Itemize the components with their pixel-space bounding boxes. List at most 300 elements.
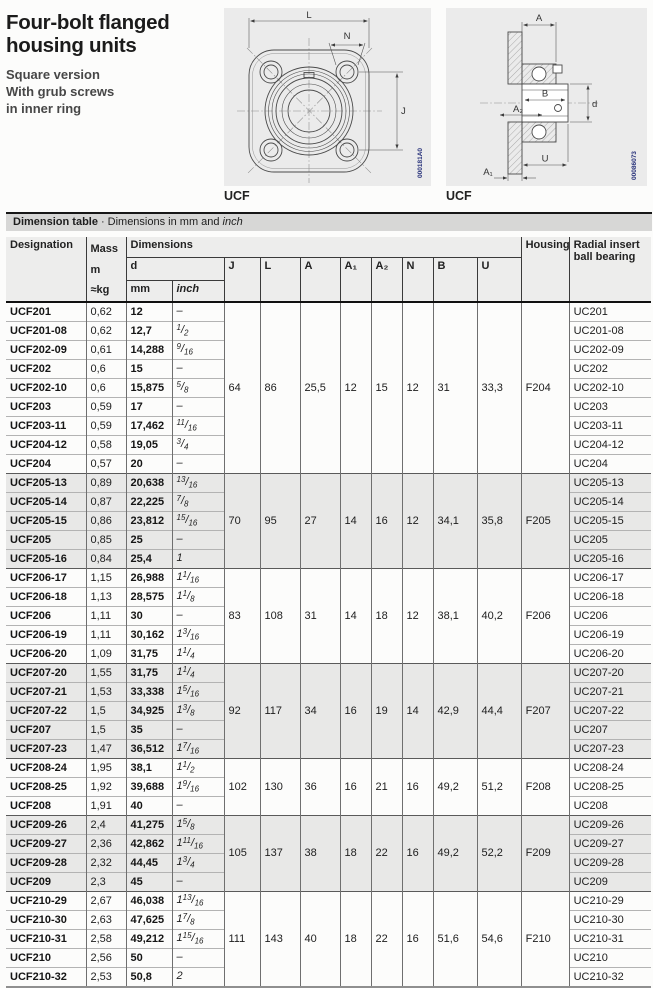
bearing-cell: UC209-28: [569, 853, 651, 872]
side-view-panel: [446, 8, 647, 186]
bearing-cell: UC203: [569, 397, 651, 416]
bearing-cell: UC205: [569, 530, 651, 549]
bar-separator: ·: [100, 216, 105, 228]
dim-b-cell: 51,6: [433, 891, 477, 987]
housing-group-f204: [6, 302, 651, 474]
bearing-cell: UC207-22: [569, 701, 651, 720]
dim-a2-cell: 15: [371, 302, 402, 474]
dim-b-cell: 34,1: [433, 473, 477, 568]
mass-cell: 0,6: [86, 378, 126, 397]
designation-cell: UCF209-28: [6, 853, 86, 872]
bearing-cell: UC206-17: [569, 568, 651, 587]
figure-caption-side: UCF: [446, 189, 472, 203]
dim-label-n: N: [343, 31, 351, 42]
bore-mm-cell: 38,1: [126, 758, 172, 777]
col-header-a: A: [300, 257, 340, 302]
page-header: [0, 0, 653, 208]
mass-cell: 0,6: [86, 359, 126, 378]
mass-header-line1: Mass: [90, 243, 119, 255]
mass-header-line2: m: [90, 263, 101, 276]
dim-b-cell: 49,2: [433, 758, 477, 815]
bore-mm-cell: 42,862: [126, 834, 172, 853]
bearing-cell: UC210-32: [569, 967, 651, 987]
housing-cell: F209: [521, 815, 569, 891]
dim-l-cell: 137: [260, 815, 300, 891]
bearing-cell: UC210-31: [569, 929, 651, 948]
dim-n-cell: 12: [402, 473, 433, 568]
designation-cell: UCF207-23: [6, 739, 86, 758]
bearing-cell: UC209-27: [569, 834, 651, 853]
bore-mm-cell: 33,338: [126, 682, 172, 701]
dim-label-a1: A₁: [483, 167, 493, 178]
designation-cell: UCF206-19: [6, 625, 86, 644]
mass-cell: 1,53: [86, 682, 126, 701]
table-row: [6, 758, 651, 777]
housing-cell: F208: [521, 758, 569, 815]
bearing-cell: UC204: [569, 454, 651, 473]
mass-cell: 1,47: [86, 739, 126, 758]
dim-b-cell: 42,9: [433, 663, 477, 758]
bore-inch-cell: $1^{13}/_{16}$: [172, 891, 224, 910]
bore-mm-cell: 25: [126, 530, 172, 549]
dim-a-cell: 31: [300, 568, 340, 663]
dim-a1-cell: 12: [340, 302, 371, 474]
dim-a1-cell: 14: [340, 568, 371, 663]
mass-cell: 1,15: [86, 568, 126, 587]
bearing-cell: UC207-20: [569, 663, 651, 682]
bore-inch-cell: –: [172, 359, 224, 378]
mass-cell: 1,95: [86, 758, 126, 777]
mass-cell: 2,67: [86, 891, 126, 910]
housing-group-f207: [6, 663, 651, 758]
bearing-cell: UC205-16: [569, 549, 651, 568]
designation-cell: UCF205-13: [6, 473, 86, 492]
housing-group-f206: [6, 568, 651, 663]
col-header-housing: Housing: [521, 237, 569, 302]
bearing-cell: UC208: [569, 796, 651, 815]
bearing-cell: UC201-08: [569, 321, 651, 340]
bearing-cell: UC210-29: [569, 891, 651, 910]
col-header-l: L: [260, 257, 300, 302]
bore-inch-cell: $1^{15}/_{16}$: [172, 929, 224, 948]
mass-cell: 1,91: [86, 796, 126, 815]
dim-l-cell: 108: [260, 568, 300, 663]
dim-l-cell: 86: [260, 302, 300, 474]
bore-mm-cell: 12,7: [126, 321, 172, 340]
figure-front-view: [224, 8, 431, 203]
bearing-cell: UC207: [569, 720, 651, 739]
dim-n-cell: 14: [402, 663, 433, 758]
dim-label-u: U: [541, 153, 549, 165]
dim-l-cell: 117: [260, 663, 300, 758]
bearing-cell: UC207-21: [569, 682, 651, 701]
mass-cell: 0,89: [86, 473, 126, 492]
designation-cell: UCF207: [6, 720, 86, 739]
dim-j-cell: 111: [224, 891, 260, 987]
mass-cell: 1,11: [86, 625, 126, 644]
bore-inch-cell: $1^1/_2$: [172, 758, 224, 777]
dim-j-cell: 83: [224, 568, 260, 663]
mass-cell: 2,56: [86, 948, 126, 967]
bore-mm-cell: 25,4: [126, 549, 172, 568]
bore-mm-cell: 30,162: [126, 625, 172, 644]
bore-mm-cell: 14,288: [126, 340, 172, 359]
dim-b-cell: 31: [433, 302, 477, 474]
bore-mm-cell: 26,988: [126, 568, 172, 587]
designation-cell: UCF206-18: [6, 587, 86, 606]
designation-cell: UCF202-09: [6, 340, 86, 359]
bore-mm-cell: 19,05: [126, 435, 172, 454]
designation-cell: UCF204: [6, 454, 86, 473]
col-header-designation: Designation: [6, 237, 86, 302]
bearing-cell: UC209-26: [569, 815, 651, 834]
designation-cell: UCF204-12: [6, 435, 86, 454]
dim-a2-cell: 16: [371, 473, 402, 568]
bore-mm-cell: 17: [126, 397, 172, 416]
designation-cell: UCF206-17: [6, 568, 86, 587]
bearing-cell: UC210: [569, 948, 651, 967]
designation-cell: UCF202-10: [6, 378, 86, 397]
bore-inch-cell: $1^7/_{16}$: [172, 739, 224, 758]
bearing-cell: UC202-09: [569, 340, 651, 359]
dim-n-cell: 16: [402, 758, 433, 815]
mass-cell: 0,59: [86, 397, 126, 416]
table-row: [6, 302, 651, 322]
bore-inch-cell: $^9/_{16}$: [172, 340, 224, 359]
dimension-table-bar-title: Dimension table: [13, 216, 98, 228]
designation-cell: UCF202: [6, 359, 86, 378]
col-header-b: B: [433, 257, 477, 302]
bore-inch-cell: $^5/_8$: [172, 378, 224, 397]
col-header-a1: A₁: [340, 257, 371, 302]
mass-cell: 2,53: [86, 967, 126, 987]
bore-inch-cell: $^3/_4$: [172, 435, 224, 454]
figure-code-side: 00086073: [631, 151, 638, 180]
mass-cell: 1,13: [86, 587, 126, 606]
bore-inch-cell: $^{11}/_{16}$: [172, 416, 224, 435]
dim-b-cell: 38,1: [433, 568, 477, 663]
subtitle-line-3: in inner ring: [6, 100, 82, 116]
bore-inch-cell: $1^1/_4$: [172, 644, 224, 663]
figure-code-front: 000181A0: [417, 148, 424, 178]
dim-u-cell: 54,6: [477, 891, 521, 987]
designation-cell: UCF210-31: [6, 929, 86, 948]
dim-label-b: B: [541, 88, 549, 100]
bearing-cell: UC201: [569, 302, 651, 322]
housing-cell: F204: [521, 302, 569, 474]
bearing-cell: UC207-23: [569, 739, 651, 758]
bore-inch-cell: $1^7/_8$: [172, 910, 224, 929]
dim-j-cell: 70: [224, 473, 260, 568]
bearing-cell: UC208-24: [569, 758, 651, 777]
housing-group-f210: [6, 891, 651, 987]
dim-n-cell: 12: [402, 302, 433, 474]
col-header-a2: A₂: [371, 257, 402, 302]
bore-inch-cell: 1: [172, 549, 224, 568]
bore-inch-cell: $1^1/_8$: [172, 587, 224, 606]
bore-mm-cell: 36,512: [126, 739, 172, 758]
bore-inch-cell: –: [172, 454, 224, 473]
bore-mm-cell: 45: [126, 872, 172, 891]
dimension-table: [6, 237, 651, 988]
designation-cell: UCF209: [6, 872, 86, 891]
dim-j-cell: 92: [224, 663, 260, 758]
designation-cell: UCF206: [6, 606, 86, 625]
bore-inch-cell: $1^9/_{16}$: [172, 777, 224, 796]
designation-cell: UCF210: [6, 948, 86, 967]
designation-cell: UCF207-21: [6, 682, 86, 701]
dim-label-a: A: [535, 13, 543, 24]
dim-a1-cell: 16: [340, 758, 371, 815]
col-header-inch: inch: [172, 281, 224, 302]
mass-cell: 2,4: [86, 815, 126, 834]
bore-inch-cell: $1^1/_4$: [172, 663, 224, 682]
mass-cell: 0,59: [86, 416, 126, 435]
designation-cell: UCF208-24: [6, 758, 86, 777]
bore-inch-cell: –: [172, 796, 224, 815]
table-row: [6, 473, 651, 492]
mass-cell: 0,62: [86, 302, 126, 322]
dim-a2-cell: 21: [371, 758, 402, 815]
mass-cell: 2,32: [86, 853, 126, 872]
page-title: [6, 12, 224, 58]
title-line-1: Four-bolt flanged: [6, 11, 170, 34]
mass-cell: 2,58: [86, 929, 126, 948]
housing-cell: F205: [521, 473, 569, 568]
figure-side-view: [446, 8, 647, 203]
bore-inch-cell: –: [172, 397, 224, 416]
designation-cell: UCF210-29: [6, 891, 86, 910]
subtitle-line-2: With grub screws: [6, 83, 115, 99]
dim-a1-cell: 18: [340, 815, 371, 891]
mass-cell: 1,09: [86, 644, 126, 663]
dim-a2-cell: 19: [371, 663, 402, 758]
designation-cell: UCF205-15: [6, 511, 86, 530]
designation-cell: UCF207-22: [6, 701, 86, 720]
dim-a2-cell: 22: [371, 891, 402, 987]
dim-a-cell: 38: [300, 815, 340, 891]
dim-a-cell: 25,5: [300, 302, 340, 474]
bore-mm-cell: 50: [126, 948, 172, 967]
bearing-header-line2: ball bearing: [573, 251, 636, 263]
dim-a-cell: 34: [300, 663, 340, 758]
bore-mm-cell: 20: [126, 454, 172, 473]
bore-inch-cell: $1^{11}/_{16}$: [172, 834, 224, 853]
mass-cell: 1,11: [86, 606, 126, 625]
housing-cell: F206: [521, 568, 569, 663]
dim-j-cell: 105: [224, 815, 260, 891]
bore-mm-cell: 31,75: [126, 663, 172, 682]
dim-a1-cell: 18: [340, 891, 371, 987]
dim-n-cell: 16: [402, 891, 433, 987]
col-header-d: d: [126, 257, 224, 281]
mass-cell: 0,57: [86, 454, 126, 473]
housing-cell: F207: [521, 663, 569, 758]
designation-cell: UCF205-16: [6, 549, 86, 568]
bore-inch-cell: –: [172, 606, 224, 625]
table-header: [6, 237, 651, 302]
dim-n-cell: 16: [402, 815, 433, 891]
dim-b-cell: 49,2: [433, 815, 477, 891]
dim-l-cell: 95: [260, 473, 300, 568]
bore-mm-cell: 39,688: [126, 777, 172, 796]
dim-label-d: d: [592, 99, 598, 110]
bearing-cell: UC210-30: [569, 910, 651, 929]
mass-cell: 2,36: [86, 834, 126, 853]
designation-cell: UCF203: [6, 397, 86, 416]
bearing-cell: UC206: [569, 606, 651, 625]
bore-mm-cell: 15: [126, 359, 172, 378]
page-subtitle: [6, 67, 224, 118]
mass-header-line3: ≈kg: [90, 284, 110, 296]
bore-mm-cell: 46,038: [126, 891, 172, 910]
bearing-cell: UC203-11: [569, 416, 651, 435]
dim-j-cell: 102: [224, 758, 260, 815]
col-header-n: N: [402, 257, 433, 302]
mass-cell: 0,84: [86, 549, 126, 568]
side-view-drawing-icon: [446, 8, 647, 186]
housing-group-f205: [6, 473, 651, 568]
dim-u-cell: 35,8: [477, 473, 521, 568]
table-row: [6, 891, 651, 910]
bore-mm-cell: 40: [126, 796, 172, 815]
title-block: [6, 8, 224, 118]
col-header-mm: mm: [126, 281, 172, 302]
bearing-cell: UC202: [569, 359, 651, 378]
bore-mm-cell: 22,225: [126, 492, 172, 511]
col-header-bearing: [569, 237, 651, 302]
bearing-cell: UC206-19: [569, 625, 651, 644]
bore-mm-cell: 23,812: [126, 511, 172, 530]
bore-mm-cell: 49,212: [126, 929, 172, 948]
bearing-cell: UC209: [569, 872, 651, 891]
table-row: [6, 663, 651, 682]
bore-inch-cell: –: [172, 872, 224, 891]
bore-mm-cell: 31,75: [126, 644, 172, 663]
housing-group-f208: [6, 758, 651, 815]
bore-inch-cell: $^{15}/_{16}$: [172, 511, 224, 530]
mass-cell: 0,86: [86, 511, 126, 530]
mass-cell: 0,85: [86, 530, 126, 549]
dim-u-cell: 52,2: [477, 815, 521, 891]
bore-mm-cell: 17,462: [126, 416, 172, 435]
bore-inch-cell: $^{13}/_{16}$: [172, 473, 224, 492]
designation-cell: UCF205-14: [6, 492, 86, 511]
bore-inch-cell: –: [172, 302, 224, 322]
bore-mm-cell: 47,625: [126, 910, 172, 929]
designation-cell: UCF207-20: [6, 663, 86, 682]
bearing-cell: UC202-10: [569, 378, 651, 397]
bore-mm-cell: 35: [126, 720, 172, 739]
designation-cell: UCF201: [6, 302, 86, 322]
dim-label-l: L: [306, 10, 312, 21]
bore-inch-cell: 2: [172, 967, 224, 987]
dim-a-cell: 36: [300, 758, 340, 815]
designation-cell: UCF203-11: [6, 416, 86, 435]
mass-cell: 2,63: [86, 910, 126, 929]
dim-a-cell: 27: [300, 473, 340, 568]
bore-inch-cell: –: [172, 530, 224, 549]
designation-cell: UCF210-32: [6, 967, 86, 987]
bore-inch-cell: $1^3/_4$: [172, 853, 224, 872]
designation-cell: UCF209-26: [6, 815, 86, 834]
dim-label-j: J: [401, 106, 406, 117]
bearing-cell: UC208-25: [569, 777, 651, 796]
figure-caption-front: UCF: [224, 189, 250, 203]
col-header-u: U: [477, 257, 521, 302]
mass-cell: 1,92: [86, 777, 126, 796]
designation-cell: UCF208: [6, 796, 86, 815]
front-view-panel: [224, 8, 431, 186]
bore-mm-cell: 12: [126, 302, 172, 322]
mass-cell: 0,62: [86, 321, 126, 340]
dim-l-cell: 130: [260, 758, 300, 815]
bore-mm-cell: 44,45: [126, 853, 172, 872]
bearing-cell: UC206-20: [569, 644, 651, 663]
dim-u-cell: 40,2: [477, 568, 521, 663]
bar-subtitle-unit: inch: [222, 216, 243, 228]
dim-j-cell: 64: [224, 302, 260, 474]
dim-u-cell: 44,4: [477, 663, 521, 758]
bar-subtitle: Dimensions in mm and: [107, 216, 220, 228]
dim-a-cell: 40: [300, 891, 340, 987]
bore-inch-cell: $^7/_8$: [172, 492, 224, 511]
front-view-drawing-icon: [224, 8, 431, 186]
bearing-cell: UC205-14: [569, 492, 651, 511]
bore-inch-cell: $1^5/_8$: [172, 815, 224, 834]
bearing-cell: UC204-12: [569, 435, 651, 454]
bearing-header-line1: Radial insert: [573, 239, 640, 251]
bore-mm-cell: 34,925: [126, 701, 172, 720]
bore-mm-cell: 30: [126, 606, 172, 625]
mass-cell: 1,55: [86, 663, 126, 682]
dim-u-cell: 51,2: [477, 758, 521, 815]
table-row: [6, 568, 651, 587]
dim-label-a2: A₂: [512, 104, 524, 115]
mass-cell: 2,3: [86, 872, 126, 891]
designation-cell: UCF210-30: [6, 910, 86, 929]
bore-mm-cell: 41,275: [126, 815, 172, 834]
designation-cell: UCF208-25: [6, 777, 86, 796]
mass-cell: 1,5: [86, 720, 126, 739]
col-header-mass: [86, 237, 126, 302]
designation-cell: UCF201-08: [6, 321, 86, 340]
bore-inch-cell: $1^1/_{16}$: [172, 568, 224, 587]
bore-inch-cell: $1^3/_{16}$: [172, 625, 224, 644]
subtitle-line-1: Square version: [6, 66, 100, 82]
bore-inch-cell: –: [172, 948, 224, 967]
bore-inch-cell: –: [172, 720, 224, 739]
bore-mm-cell: 28,575: [126, 587, 172, 606]
bore-mm-cell: 50,8: [126, 967, 172, 987]
bore-mm-cell: 20,638: [126, 473, 172, 492]
dimension-table-bar: [6, 212, 652, 231]
dim-u-cell: 33,3: [477, 302, 521, 474]
bore-inch-cell: $1^3/_8$: [172, 701, 224, 720]
table-row: [6, 815, 651, 834]
housing-cell: F210: [521, 891, 569, 987]
bore-inch-cell: $1^5/_{16}$: [172, 682, 224, 701]
mass-cell: 0,87: [86, 492, 126, 511]
col-header-dimensions: Dimensions: [126, 237, 521, 257]
designation-cell: UCF206-20: [6, 644, 86, 663]
mass-cell: 0,58: [86, 435, 126, 454]
dim-a2-cell: 18: [371, 568, 402, 663]
bearing-cell: UC205-13: [569, 473, 651, 492]
bore-inch-cell: $^1/_2$: [172, 321, 224, 340]
title-line-2: housing units: [6, 33, 137, 57]
dim-a1-cell: 14: [340, 473, 371, 568]
